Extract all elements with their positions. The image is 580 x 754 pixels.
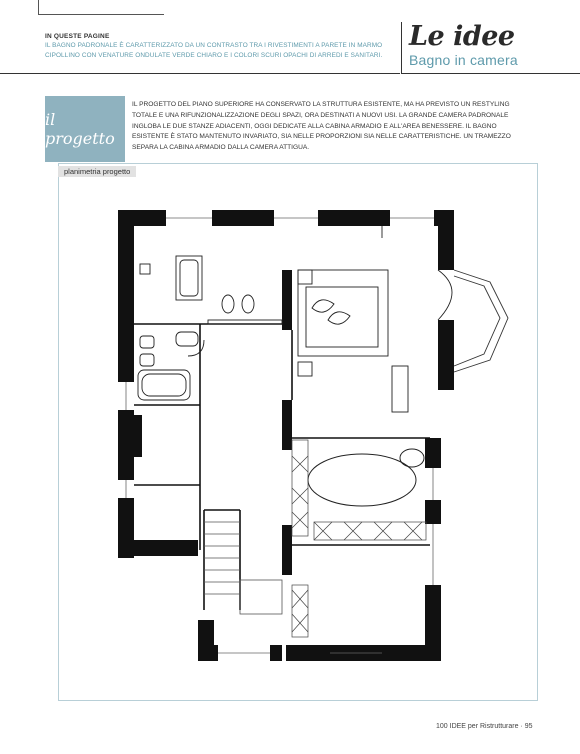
page-folio: 100 IDEE per Ristrutturare · 95 [436, 723, 533, 730]
bay-window [454, 270, 508, 372]
header-rule-vertical [38, 0, 39, 14]
stair [204, 522, 282, 614]
header-rule-horizontal [38, 14, 164, 15]
master-bedroom [298, 226, 452, 412]
header-caption: IL BAGNO PADRONALE È CARATTERIZZATO DA UN CONTRASTO TRA I RIVESTIMENTI A PARETE IN MARMO CIPOLLINO CON VENATURE ONDULATE VERDE CHIARO E I COLORI SCURI OPACHI DI ARREDI E SANITARI. [45, 42, 383, 59]
floor-plan [100, 190, 520, 670]
section-title: Le idee [409, 21, 515, 52]
intro-paragraph: IL PROGETTO DEL PIANO SUPERIORE HA CONSERVATO LA STRUTTURA ESISTENTE, MA HA PREVISTO UN RESTYLING TOTALE E UNA RIFUNZIONALIZZAZIONE DEGLI SPAZI, ORA DESTINATI A NUOVI USI. LA GRANDE CAMERA PADRONALE INGLOBA LE DUE STANZE ADIACENTI, OGGI DEDICATE ALLA CABINA ARMADIO E ALL'AREA BENESSERE. IL BAGNO ESISTENTE È STATO MANTENUTO INVARIATO, SIA NELLE PROPORZIONI SIA NELLE CARATTERISTICHE. UN TRAMEZZO SEPARA LA CABINA ARMADIO DALLA CAMERA ATTIGUA. [132, 101, 511, 152]
plan-label: planimetria progetto [58, 166, 136, 177]
progetto-badge: il progetto [45, 96, 125, 162]
wellness-oval [308, 449, 424, 506]
section-subtitle: Bagno in camera [409, 52, 518, 68]
section-title-underline [401, 73, 580, 74]
header-separator [0, 73, 400, 74]
thick-walls [118, 210, 454, 661]
bathroom-fixtures [138, 256, 282, 400]
section-title-divider [401, 22, 402, 74]
header-kicker: IN QUESTE PAGINE [45, 33, 110, 40]
